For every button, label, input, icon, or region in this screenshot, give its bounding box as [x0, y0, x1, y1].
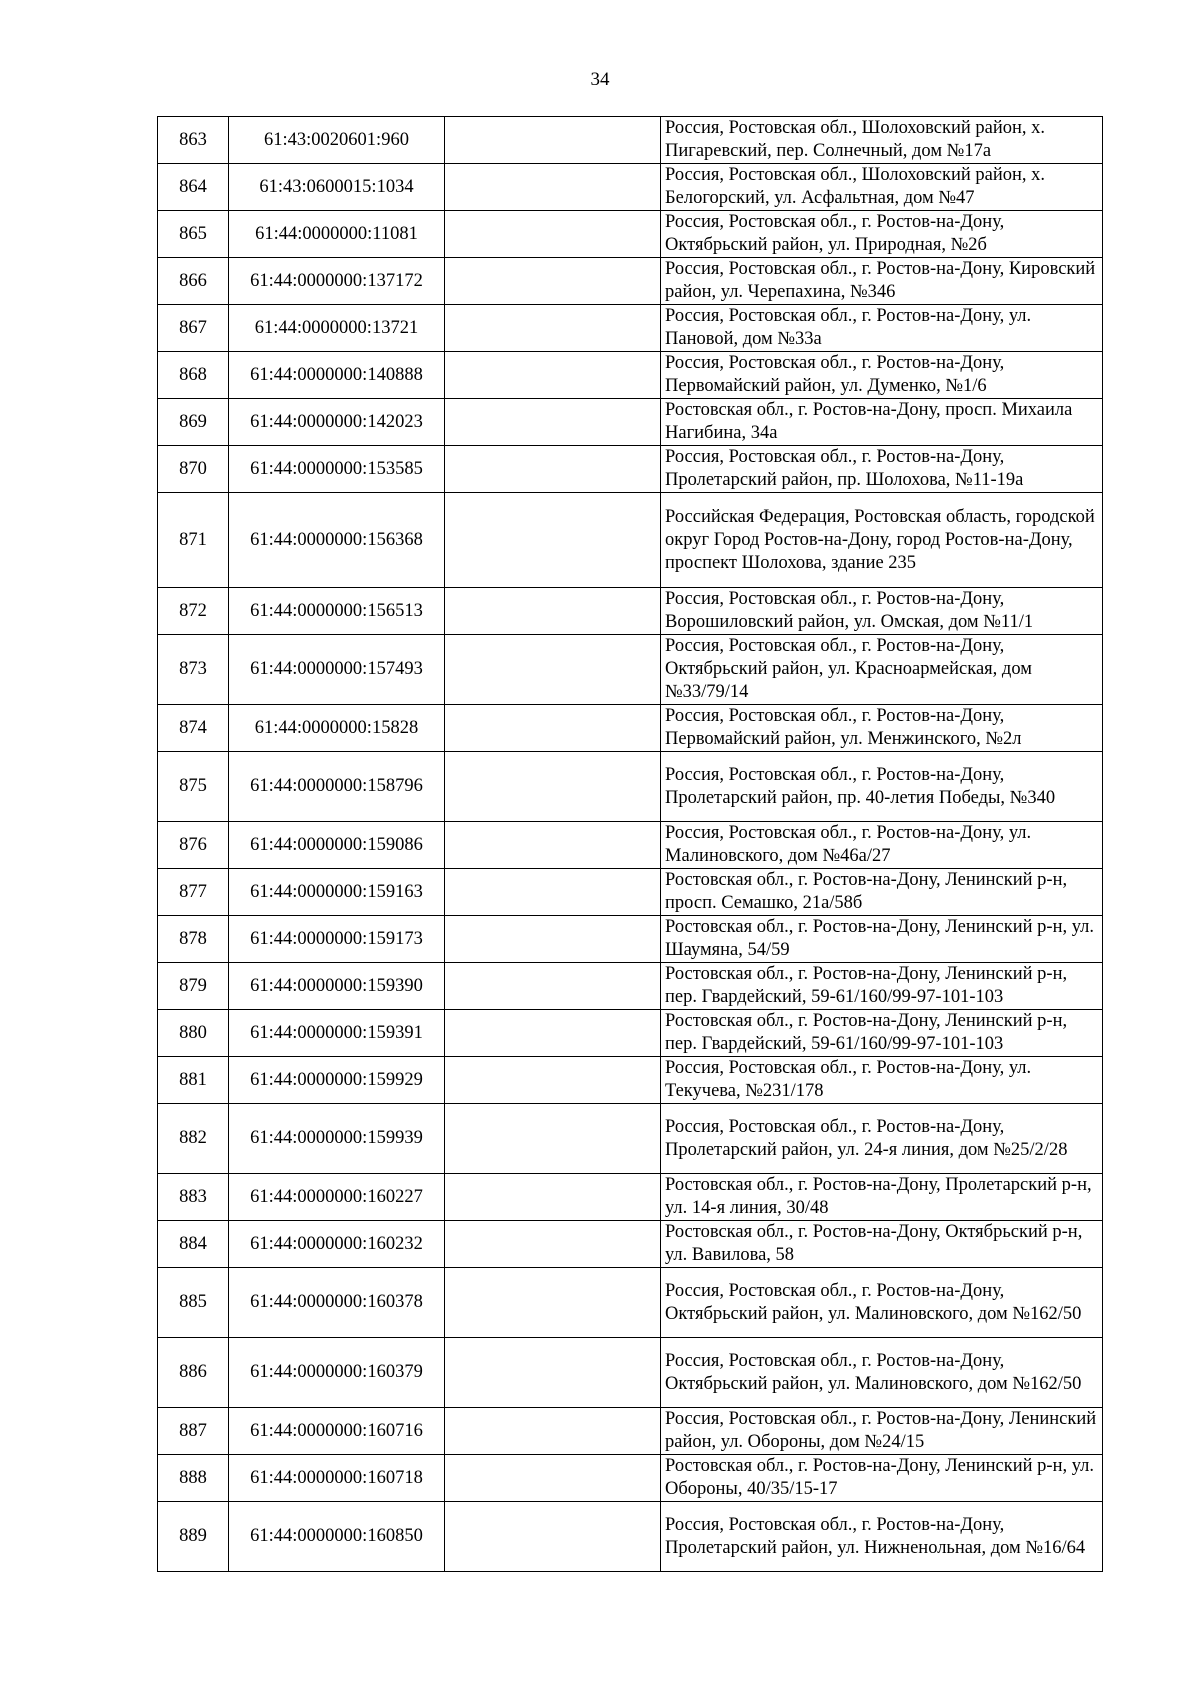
name-cell: [445, 1268, 661, 1338]
table-row: [158, 635, 1103, 705]
table-row: [158, 399, 1103, 446]
row-number-cell: 889: [158, 1502, 229, 1572]
table-row: [158, 352, 1103, 399]
table-row: [158, 869, 1103, 916]
name-cell: [445, 752, 661, 822]
cadastral-number-cell: 61:44:0000000:160378: [229, 1268, 445, 1338]
table-row: [158, 117, 1103, 164]
cadastral-number-cell: 61:44:0000000:159391: [229, 1010, 445, 1057]
address-cell: Россия, Ростовская обл., г. Ростов-на-Дону, ул. Текучева, №231/178: [661, 1057, 1103, 1104]
table-row: [158, 1174, 1103, 1221]
row-number-cell: 882: [158, 1104, 229, 1174]
table-row: [158, 164, 1103, 211]
table-row: [158, 1502, 1103, 1572]
row-number-cell: 864: [158, 164, 229, 211]
cadastral-number-cell: 61:44:0000000:160718: [229, 1455, 445, 1502]
row-number-cell: 868: [158, 352, 229, 399]
address-cell: Ростовская обл., г. Ростов-на-Дону, Ленинский р-н, пер. Гвардейский, 59-61/160/99-97-101-103: [661, 1010, 1103, 1057]
row-number-cell: 888: [158, 1455, 229, 1502]
name-cell: [445, 916, 661, 963]
name-cell: [445, 352, 661, 399]
address-cell: Россия, Ростовская обл., г. Ростов-на-Дону, Ленинский район, ул. Обороны, дом №24/15: [661, 1408, 1103, 1455]
table-row: [158, 752, 1103, 822]
table-row: [158, 211, 1103, 258]
address-cell: Ростовская обл., г. Ростов-на-Дону, Ленинский р-н, ул. Шаумяна, 54/59: [661, 916, 1103, 963]
table-row: [158, 705, 1103, 752]
cadastral-number-cell: 61:44:0000000:13721: [229, 305, 445, 352]
address-cell: Россия, Ростовская обл., г. Ростов-на-Дону, Ворошиловский район, ул. Омская, дом №11/1: [661, 588, 1103, 635]
table-row: [158, 1268, 1103, 1338]
cadastral-number-cell: 61:44:0000000:137172: [229, 258, 445, 305]
address-cell: Россия, Ростовская обл., г. Ростов-на-Дону, Первомайский район, ул. Думенко, №1/6: [661, 352, 1103, 399]
table-row: [158, 1408, 1103, 1455]
property-table: [157, 116, 1103, 1572]
table-row: [158, 1010, 1103, 1057]
address-cell: Россия, Ростовская обл., г. Ростов-на-Дону, Октябрьский район, ул. Малиновского, дом №162/50: [661, 1268, 1103, 1338]
row-number-cell: 881: [158, 1057, 229, 1104]
cadastral-number-cell: 61:44:0000000:159163: [229, 869, 445, 916]
cadastral-number-cell: 61:44:0000000:159390: [229, 963, 445, 1010]
name-cell: [445, 1010, 661, 1057]
row-number-cell: 865: [158, 211, 229, 258]
row-number-cell: 871: [158, 493, 229, 588]
name-cell: [445, 963, 661, 1010]
row-number-cell: 877: [158, 869, 229, 916]
row-number-cell: 875: [158, 752, 229, 822]
name-cell: [445, 822, 661, 869]
address-cell: Ростовская обл., г. Ростов-на-Дону, Ленинский р-н, пер. Гвардейский, 59-61/160/99-97-101-103: [661, 963, 1103, 1010]
table-row: [158, 1338, 1103, 1408]
row-number-cell: 873: [158, 635, 229, 705]
address-cell: Россия, Ростовская обл., г. Ростов-на-Дону, Пролетарский район, пр. Шолохова, №11-19а: [661, 446, 1103, 493]
table-row: [158, 446, 1103, 493]
cadastral-number-cell: 61:44:0000000:157493: [229, 635, 445, 705]
name-cell: [445, 211, 661, 258]
cadastral-number-cell: 61:44:0000000:160850: [229, 1502, 445, 1572]
row-number-cell: 886: [158, 1338, 229, 1408]
name-cell: [445, 1057, 661, 1104]
cadastral-number-cell: 61:43:0020601:960: [229, 117, 445, 164]
property-table-body: [158, 117, 1103, 1572]
name-cell: [445, 869, 661, 916]
cadastral-number-cell: 61:44:0000000:160716: [229, 1408, 445, 1455]
name-cell: [445, 1502, 661, 1572]
table-row: [158, 1455, 1103, 1502]
table-row: [158, 588, 1103, 635]
page-number: 34: [590, 69, 610, 90]
cadastral-number-cell: 61:44:0000000:15828: [229, 705, 445, 752]
name-cell: [445, 305, 661, 352]
cadastral-number-cell: 61:44:0000000:156368: [229, 493, 445, 588]
name-cell: [445, 1104, 661, 1174]
cadastral-number-cell: 61:44:0000000:159939: [229, 1104, 445, 1174]
table-row: [158, 1057, 1103, 1104]
cadastral-number-cell: 61:44:0000000:142023: [229, 399, 445, 446]
name-cell: [445, 1408, 661, 1455]
address-cell: Россия, Ростовская обл., г. Ростов-на-Дону, Пролетарский район, пр. 40-летия Победы, №340: [661, 752, 1103, 822]
name-cell: [445, 117, 661, 164]
cadastral-number-cell: 61:44:0000000:156513: [229, 588, 445, 635]
cadastral-number-cell: 61:44:0000000:160227: [229, 1174, 445, 1221]
address-cell: Россия, Ростовская обл., г. Ростов-на-Дону, Октябрьский район, ул. Красноармейская, дом №33/79/14: [661, 635, 1103, 705]
cadastral-number-cell: 61:44:0000000:158796: [229, 752, 445, 822]
name-cell: [445, 1455, 661, 1502]
table-row: [158, 916, 1103, 963]
cadastral-number-cell: 61:44:0000000:140888: [229, 352, 445, 399]
cadastral-number-cell: 61:44:0000000:159086: [229, 822, 445, 869]
address-cell: Ростовская обл., г. Ростов-на-Дону, Пролетарский р-н, ул. 14-я линия, 30/48: [661, 1174, 1103, 1221]
address-cell: Россия, Ростовская обл., Шолоховский район, х. Пигаревский, пер. Солнечный, дом №17а: [661, 117, 1103, 164]
cadastral-number-cell: 61:44:0000000:159929: [229, 1057, 445, 1104]
table-row: [158, 822, 1103, 869]
table-row: [158, 493, 1103, 588]
name-cell: [445, 635, 661, 705]
address-cell: Россия, Ростовская обл., г. Ростов-на-Дону, ул. Малиновского, дом №46а/27: [661, 822, 1103, 869]
table-row: [158, 963, 1103, 1010]
table-row: [158, 305, 1103, 352]
address-cell: Россия, Ростовская обл., г. Ростов-на-Дону, ул. Пановой, дом №33а: [661, 305, 1103, 352]
address-cell: Ростовская обл., г. Ростов-на-Дону, просп. Михаила Нагибина, 34а: [661, 399, 1103, 446]
cadastral-number-cell: 61:44:0000000:159173: [229, 916, 445, 963]
table-row: [158, 1221, 1103, 1268]
address-cell: Россия, Ростовская обл., Шолоховский район, х. Белогорский, ул. Асфальтная, дом №47: [661, 164, 1103, 211]
row-number-cell: 863: [158, 117, 229, 164]
address-cell: Россия, Ростовская обл., г. Ростов-на-Дону, Пролетарский район, ул. Нижненольная, дом №16/64: [661, 1502, 1103, 1572]
cadastral-number-cell: 61:44:0000000:11081: [229, 211, 445, 258]
address-cell: Ростовская обл., г. Ростов-на-Дону, Ленинский р-н, ул. Обороны, 40/35/15-17: [661, 1455, 1103, 1502]
cadastral-number-cell: 61:43:0600015:1034: [229, 164, 445, 211]
address-cell: Ростовская обл., г. Ростов-на-Дону, Октябрьский р-н, ул. Вавилова, 58: [661, 1221, 1103, 1268]
address-cell: Россия, Ростовская обл., г. Ростов-на-Дону, Октябрьский район, ул. Природная, №2б: [661, 211, 1103, 258]
row-number-cell: 870: [158, 446, 229, 493]
cadastral-number-cell: 61:44:0000000:153585: [229, 446, 445, 493]
row-number-cell: 883: [158, 1174, 229, 1221]
name-cell: [445, 1338, 661, 1408]
name-cell: [445, 164, 661, 211]
row-number-cell: 879: [158, 963, 229, 1010]
row-number-cell: 867: [158, 305, 229, 352]
name-cell: [445, 446, 661, 493]
name-cell: [445, 1174, 661, 1221]
name-cell: [445, 588, 661, 635]
row-number-cell: 884: [158, 1221, 229, 1268]
address-cell: Ростовская обл., г. Ростов-на-Дону, Ленинский р-н, просп. Семашко, 21а/58б: [661, 869, 1103, 916]
cadastral-number-cell: 61:44:0000000:160232: [229, 1221, 445, 1268]
row-number-cell: 885: [158, 1268, 229, 1338]
row-number-cell: 876: [158, 822, 229, 869]
table-row: [158, 1104, 1103, 1174]
row-number-cell: 874: [158, 705, 229, 752]
row-number-cell: 866: [158, 258, 229, 305]
address-cell: Россия, Ростовская обл., г. Ростов-на-Дону, Кировский район, ул. Черепахина, №346: [661, 258, 1103, 305]
address-cell: Россия, Ростовская обл., г. Ростов-на-Дону, Пролетарский район, ул. 24-я линия, дом №25/2/28: [661, 1104, 1103, 1174]
cadastral-number-cell: 61:44:0000000:160379: [229, 1338, 445, 1408]
name-cell: [445, 493, 661, 588]
address-cell: Россия, Ростовская обл., г. Ростов-на-Дону, Октябрьский район, ул. Малиновского, дом №162/50: [661, 1338, 1103, 1408]
name-cell: [445, 258, 661, 305]
name-cell: [445, 705, 661, 752]
row-number-cell: 887: [158, 1408, 229, 1455]
address-cell: Россия, Ростовская обл., г. Ростов-на-Дону, Первомайский район, ул. Менжинского, №2л: [661, 705, 1103, 752]
row-number-cell: 869: [158, 399, 229, 446]
address-cell: Российская Федерация, Ростовская область, городской округ Город Ростов-на-Дону, город Ростов-на-Дону, проспект Шолохова, здание 235: [661, 493, 1103, 588]
row-number-cell: 878: [158, 916, 229, 963]
table-row: [158, 258, 1103, 305]
name-cell: [445, 1221, 661, 1268]
row-number-cell: 880: [158, 1010, 229, 1057]
row-number-cell: 872: [158, 588, 229, 635]
name-cell: [445, 399, 661, 446]
